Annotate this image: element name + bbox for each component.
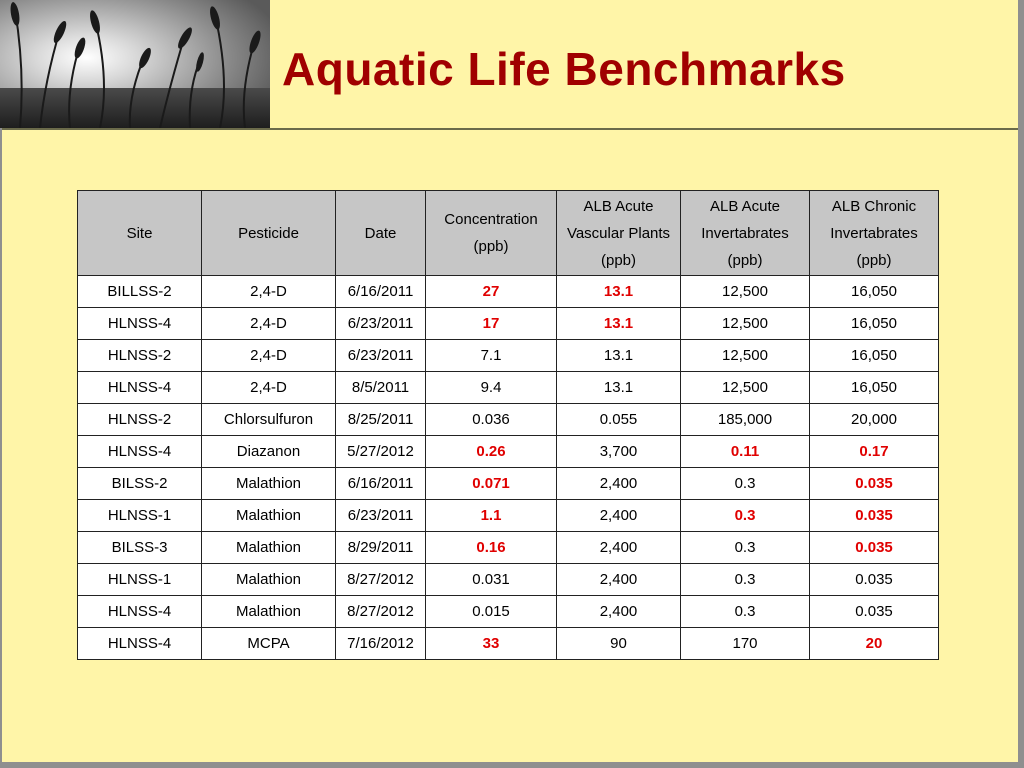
cell-site: HLNSS-1 bbox=[78, 564, 202, 596]
cell-date: 7/16/2012 bbox=[336, 628, 426, 660]
cell-chronic-invertebrates: 16,050 bbox=[810, 276, 939, 308]
cell-chronic-invertebrates: 0.17 bbox=[810, 436, 939, 468]
table-row bbox=[78, 628, 939, 660]
slide-title: Aquatic Life Benchmarks bbox=[282, 43, 846, 95]
cell-acute-invertebrates: 0.11 bbox=[681, 436, 810, 468]
cell-date: 8/27/2012 bbox=[336, 596, 426, 628]
cell-site: HLNSS-4 bbox=[78, 596, 202, 628]
cell-date: 5/27/2012 bbox=[336, 436, 426, 468]
cell-acute-invertebrates: 0.3 bbox=[681, 596, 810, 628]
cell-acute-invertebrates: 0.3 bbox=[681, 468, 810, 500]
cell-acute-invertebrates: 0.3 bbox=[681, 532, 810, 564]
table-row bbox=[78, 468, 939, 500]
cell-date: 8/27/2012 bbox=[336, 564, 426, 596]
cell-pesticide: Malathion bbox=[202, 596, 336, 628]
cell-pesticide: Malathion bbox=[202, 500, 336, 532]
cell-date: 8/29/2011 bbox=[336, 532, 426, 564]
header-chronic-invertebrates: ALB Chronic Invertabrates (ppb) bbox=[810, 191, 939, 276]
header-acute-vascular-plants: ALB Acute Vascular Plants (ppb) bbox=[557, 191, 681, 276]
table-row bbox=[78, 340, 939, 372]
cell-site: HLNSS-4 bbox=[78, 436, 202, 468]
cell-chronic-invertebrates: 16,050 bbox=[810, 372, 939, 404]
cell-chronic-invertebrates: 20 bbox=[810, 628, 939, 660]
cell-concentration: 1.1 bbox=[426, 500, 557, 532]
cell-site: HLNSS-4 bbox=[78, 628, 202, 660]
cell-acute-invertebrates: 12,500 bbox=[681, 340, 810, 372]
cell-concentration: 0.015 bbox=[426, 596, 557, 628]
cell-acute-vascular-plants: 3,700 bbox=[557, 436, 681, 468]
header-acute-invertebrates: ALB Acute Invertabrates (ppb) bbox=[681, 191, 810, 276]
header-pesticide: Pesticide bbox=[202, 191, 336, 276]
table-header-row bbox=[78, 191, 939, 276]
cell-site: HLNSS-1 bbox=[78, 500, 202, 532]
cell-acute-vascular-plants: 2,400 bbox=[557, 564, 681, 596]
cell-chronic-invertebrates: 0.035 bbox=[810, 564, 939, 596]
bottom-border bbox=[0, 762, 1024, 768]
table-body bbox=[78, 276, 939, 660]
left-border bbox=[0, 128, 2, 768]
cell-site: BILLSS-2 bbox=[78, 276, 202, 308]
cell-date: 6/16/2011 bbox=[336, 468, 426, 500]
right-border bbox=[1018, 0, 1024, 768]
cell-site: HLNSS-2 bbox=[78, 404, 202, 436]
cell-concentration: 7.1 bbox=[426, 340, 557, 372]
cell-concentration: 0.036 bbox=[426, 404, 557, 436]
cell-acute-vascular-plants: 90 bbox=[557, 628, 681, 660]
table-row bbox=[78, 276, 939, 308]
cell-concentration: 0.16 bbox=[426, 532, 557, 564]
cell-concentration: 9.4 bbox=[426, 372, 557, 404]
table-row bbox=[78, 564, 939, 596]
table-row bbox=[78, 596, 939, 628]
cell-date: 8/5/2011 bbox=[336, 372, 426, 404]
cell-chronic-invertebrates: 16,050 bbox=[810, 340, 939, 372]
cell-concentration: 0.071 bbox=[426, 468, 557, 500]
cell-date: 6/23/2011 bbox=[336, 340, 426, 372]
cell-site: HLNSS-4 bbox=[78, 372, 202, 404]
cell-pesticide: Chlorsulfuron bbox=[202, 404, 336, 436]
table-row bbox=[78, 436, 939, 468]
cell-acute-invertebrates: 170 bbox=[681, 628, 810, 660]
cell-chronic-invertebrates: 16,050 bbox=[810, 308, 939, 340]
cell-acute-vascular-plants: 2,400 bbox=[557, 532, 681, 564]
cell-concentration: 0.26 bbox=[426, 436, 557, 468]
cell-acute-vascular-plants: 13.1 bbox=[557, 308, 681, 340]
cell-site: BILSS-2 bbox=[78, 468, 202, 500]
cell-date: 8/25/2011 bbox=[336, 404, 426, 436]
cell-acute-invertebrates: 0.3 bbox=[681, 500, 810, 532]
cell-acute-vascular-plants: 0.055 bbox=[557, 404, 681, 436]
cell-chronic-invertebrates: 0.035 bbox=[810, 468, 939, 500]
cell-acute-vascular-plants: 13.1 bbox=[557, 276, 681, 308]
cell-chronic-invertebrates: 0.035 bbox=[810, 500, 939, 532]
cell-pesticide: Malathion bbox=[202, 532, 336, 564]
cell-date: 6/16/2011 bbox=[336, 276, 426, 308]
cell-pesticide: MCPA bbox=[202, 628, 336, 660]
cell-concentration: 0.031 bbox=[426, 564, 557, 596]
cell-acute-vascular-plants: 2,400 bbox=[557, 596, 681, 628]
cell-date: 6/23/2011 bbox=[336, 308, 426, 340]
cell-acute-vascular-plants: 2,400 bbox=[557, 468, 681, 500]
table-row bbox=[78, 308, 939, 340]
cell-pesticide: 2,4-D bbox=[202, 308, 336, 340]
cell-date: 6/23/2011 bbox=[336, 500, 426, 532]
cell-acute-invertebrates: 0.3 bbox=[681, 564, 810, 596]
benchmark-table bbox=[77, 190, 939, 660]
cell-acute-vascular-plants: 2,400 bbox=[557, 500, 681, 532]
header-concentration: Concentration (ppb) bbox=[426, 191, 557, 276]
table-row bbox=[78, 404, 939, 436]
cell-pesticide: Malathion bbox=[202, 564, 336, 596]
header-site: Site bbox=[78, 191, 202, 276]
cell-chronic-invertebrates: 0.035 bbox=[810, 596, 939, 628]
cell-acute-vascular-plants: 13.1 bbox=[557, 340, 681, 372]
cell-acute-invertebrates: 12,500 bbox=[681, 372, 810, 404]
cell-concentration: 33 bbox=[426, 628, 557, 660]
wheat-field-photo bbox=[0, 0, 270, 128]
cell-pesticide: 2,4-D bbox=[202, 276, 336, 308]
table-row bbox=[78, 532, 939, 564]
cell-pesticide: Malathion bbox=[202, 468, 336, 500]
cell-pesticide: Diazanon bbox=[202, 436, 336, 468]
cell-site: BILSS-3 bbox=[78, 532, 202, 564]
cell-site: HLNSS-2 bbox=[78, 340, 202, 372]
cell-pesticide: 2,4-D bbox=[202, 340, 336, 372]
cell-site: HLNSS-4 bbox=[78, 308, 202, 340]
cell-acute-invertebrates: 12,500 bbox=[681, 308, 810, 340]
cell-pesticide: 2,4-D bbox=[202, 372, 336, 404]
cell-acute-invertebrates: 185,000 bbox=[681, 404, 810, 436]
table-row bbox=[78, 372, 939, 404]
cell-acute-invertebrates: 12,500 bbox=[681, 276, 810, 308]
table-row bbox=[78, 500, 939, 532]
cell-concentration: 27 bbox=[426, 276, 557, 308]
cell-concentration: 17 bbox=[426, 308, 557, 340]
cell-acute-vascular-plants: 13.1 bbox=[557, 372, 681, 404]
cell-chronic-invertebrates: 0.035 bbox=[810, 532, 939, 564]
cell-chronic-invertebrates: 20,000 bbox=[810, 404, 939, 436]
header-date: Date bbox=[336, 191, 426, 276]
